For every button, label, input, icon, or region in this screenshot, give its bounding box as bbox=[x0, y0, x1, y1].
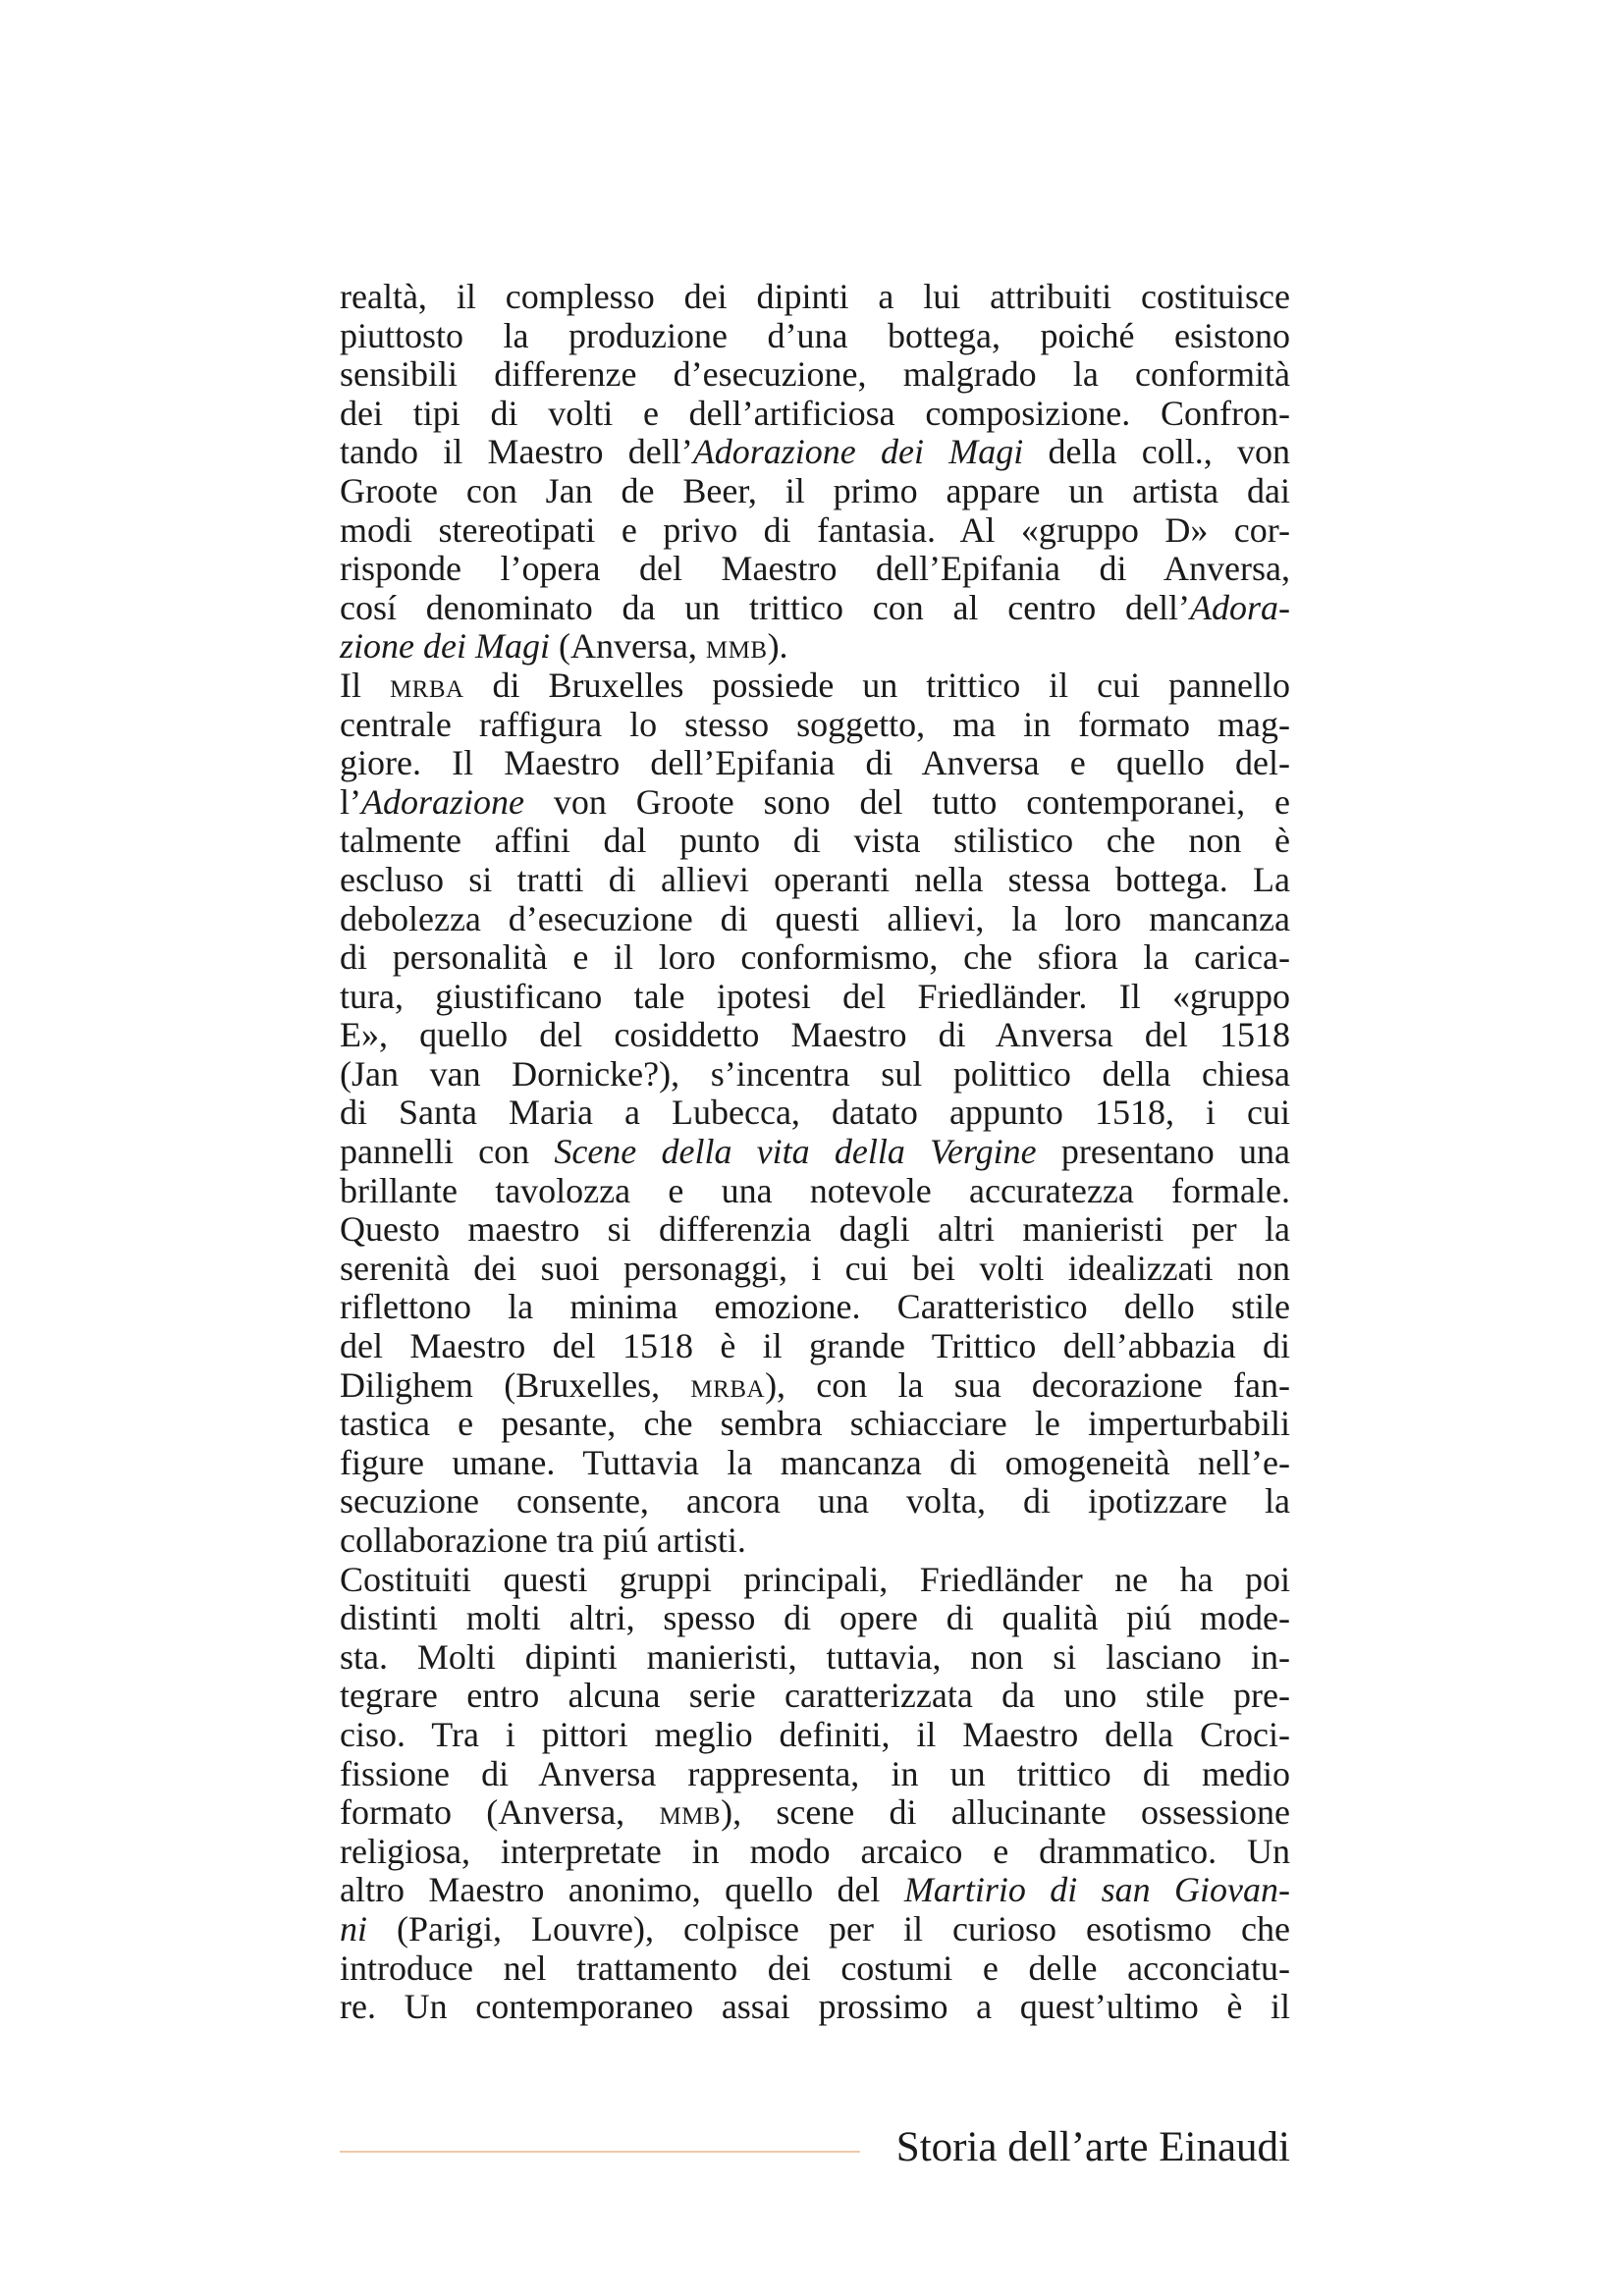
text-line: Costituiti questi gruppi principali, Friedländer ne ha poi bbox=[340, 1559, 1290, 1599]
abbreviation: mrba bbox=[690, 1364, 766, 1405]
text-line: di personalità e il loro conformismo, che sfiora la carica- bbox=[340, 937, 1290, 978]
text-line: distinti molti altri, spesso di opere di qualità piú mode- bbox=[340, 1598, 1290, 1638]
text-line: brillante tavolozza e una notevole accuratezza formale. bbox=[340, 1170, 1290, 1210]
abbreviation: mrba bbox=[389, 665, 464, 705]
text-line: talmente affini dal punto di vista stilistico che non è bbox=[340, 821, 1290, 861]
text-line: sta. Molti dipinti manieristi, tuttavia, non si lasciano in- bbox=[340, 1636, 1290, 1677]
text-line: tando il Maestro dell’Adorazione dei Magi della coll., von bbox=[340, 432, 1290, 472]
text-line: formato (Anversa, mmb), scene di allucinante ossessione bbox=[340, 1792, 1290, 1833]
text-line: Il mrba di Bruxelles possiede un trittico il cui pannello bbox=[340, 665, 1290, 705]
text-line: modi stereotipati e privo di fantasia. Al «gruppo D» cor- bbox=[340, 509, 1290, 550]
text-line: escluso si tratti di allievi operanti nella stessa bottega. La bbox=[340, 859, 1290, 899]
italic-title: zione dei Magi bbox=[340, 626, 550, 667]
text-line: riflettono la minima emozione. Caratteristico dello stile bbox=[340, 1287, 1290, 1327]
italic-title: Adora- bbox=[1190, 587, 1290, 627]
text-line: piuttosto la produzione d’una bottega, poiché esistono bbox=[340, 315, 1290, 355]
text-line: E», quello del cosiddetto Maestro di Anversa del 1518 bbox=[340, 1015, 1290, 1055]
text-line: figure umane. Tuttavia la mancanza di omogeneità nell’e- bbox=[340, 1442, 1290, 1482]
text-line: fissione di Anversa rappresenta, in un trittico di medio bbox=[340, 1753, 1290, 1793]
text-line: ciso. Tra i pittori meglio definiti, il Maestro della Croci- bbox=[340, 1714, 1290, 1754]
italic-title: Adorazione bbox=[361, 781, 524, 822]
italic-title: Scene della vita della Vergine bbox=[554, 1132, 1037, 1172]
text-line: centrale raffigura lo stesso soggetto, ma in formato mag- bbox=[340, 704, 1290, 744]
text-line: dei tipi di volti e dell’artificiosa composizione. Confron- bbox=[340, 393, 1290, 433]
text-line: tegrare entro alcuna serie caratterizzata da uno stile pre- bbox=[340, 1676, 1290, 1716]
text-line: debolezza d’esecuzione di questi allievi, la loro mancanza bbox=[340, 898, 1290, 938]
text-line: tura, giustificano tale ipotesi del Friedländer. Il «gruppo bbox=[340, 976, 1290, 1016]
text-line: del Maestro del 1518 è il grande Trittico dell’abbazia di bbox=[340, 1326, 1290, 1366]
abbreviation: mmb bbox=[705, 626, 768, 667]
footer-title: Storia dell’arte Einaudi bbox=[895, 2124, 1290, 2170]
italic-title: Adorazione dei Magi bbox=[692, 432, 1024, 472]
text-line: tastica e pesante, che sembra schiacciare le imperturbabili bbox=[340, 1404, 1290, 1444]
abbreviation: mmb bbox=[659, 1792, 722, 1833]
text-line: religiosa, interpretate in modo arcaico e drammatico. Un bbox=[340, 1831, 1290, 1871]
italic-title: ni bbox=[340, 1908, 368, 1949]
footer-divider bbox=[340, 2151, 860, 2153]
text-line: serenità dei suoi personaggi, i cui bei volti idealizzati non bbox=[340, 1248, 1290, 1288]
text-line: l’Adorazione von Groote sono del tutto contemporanei, e bbox=[340, 781, 1290, 822]
text-line: introduce nel trattamento dei costumi e delle acconciatu- bbox=[340, 1948, 1290, 1988]
text-line: (Jan van Dornicke?), s’incentra sul polittico della chiesa bbox=[340, 1053, 1290, 1094]
italic-title: Martirio di san Giovan- bbox=[903, 1870, 1290, 1910]
text-line: Groote con Jan de Beer, il primo appare un artista dai bbox=[340, 470, 1290, 510]
text-line: collaborazione tra piú artisti. bbox=[340, 1521, 746, 1560]
text-line: Questo maestro si differenzia dagli altri manieristi per la bbox=[340, 1209, 1290, 1250]
text-line: re. Un contemporaneo assai prossimo a quest’ultimo è il bbox=[340, 1987, 1290, 2027]
text-line: secuzione consente, ancora una volta, di ipotizzare la bbox=[340, 1481, 1290, 1522]
text-line: zione dei Magi (Anversa, mmb). bbox=[340, 626, 788, 667]
text-line: altro Maestro anonimo, quello del Martirio di san Giovan- bbox=[340, 1870, 1290, 1910]
body-text bbox=[340, 278, 1290, 2027]
text-line: ni (Parigi, Louvre), colpisce per il curioso esotismo che bbox=[340, 1908, 1290, 1949]
text-line: risponde l’opera del Maestro dell’Epifania di Anversa, bbox=[340, 549, 1290, 589]
text-line: cosí denominato da un trittico con al centro dell’Adora- bbox=[340, 587, 1290, 627]
text-line: Dilighem (Bruxelles, mrba), con la sua decorazione fan- bbox=[340, 1364, 1290, 1405]
text-line: pannelli con Scene della vita della Vergine presentano una bbox=[340, 1132, 1290, 1172]
text-line: di Santa Maria a Lubecca, datato appunto 1518, i cui bbox=[340, 1093, 1290, 1133]
text-line: giore. Il Maestro dell’Epifania di Anversa e quello del- bbox=[340, 743, 1290, 783]
text-line: sensibili differenze d’esecuzione, malgrado la conformità bbox=[340, 354, 1290, 395]
text-line: realtà, il complesso dei dipinti a lui attribuiti costituisce bbox=[340, 277, 1290, 316]
